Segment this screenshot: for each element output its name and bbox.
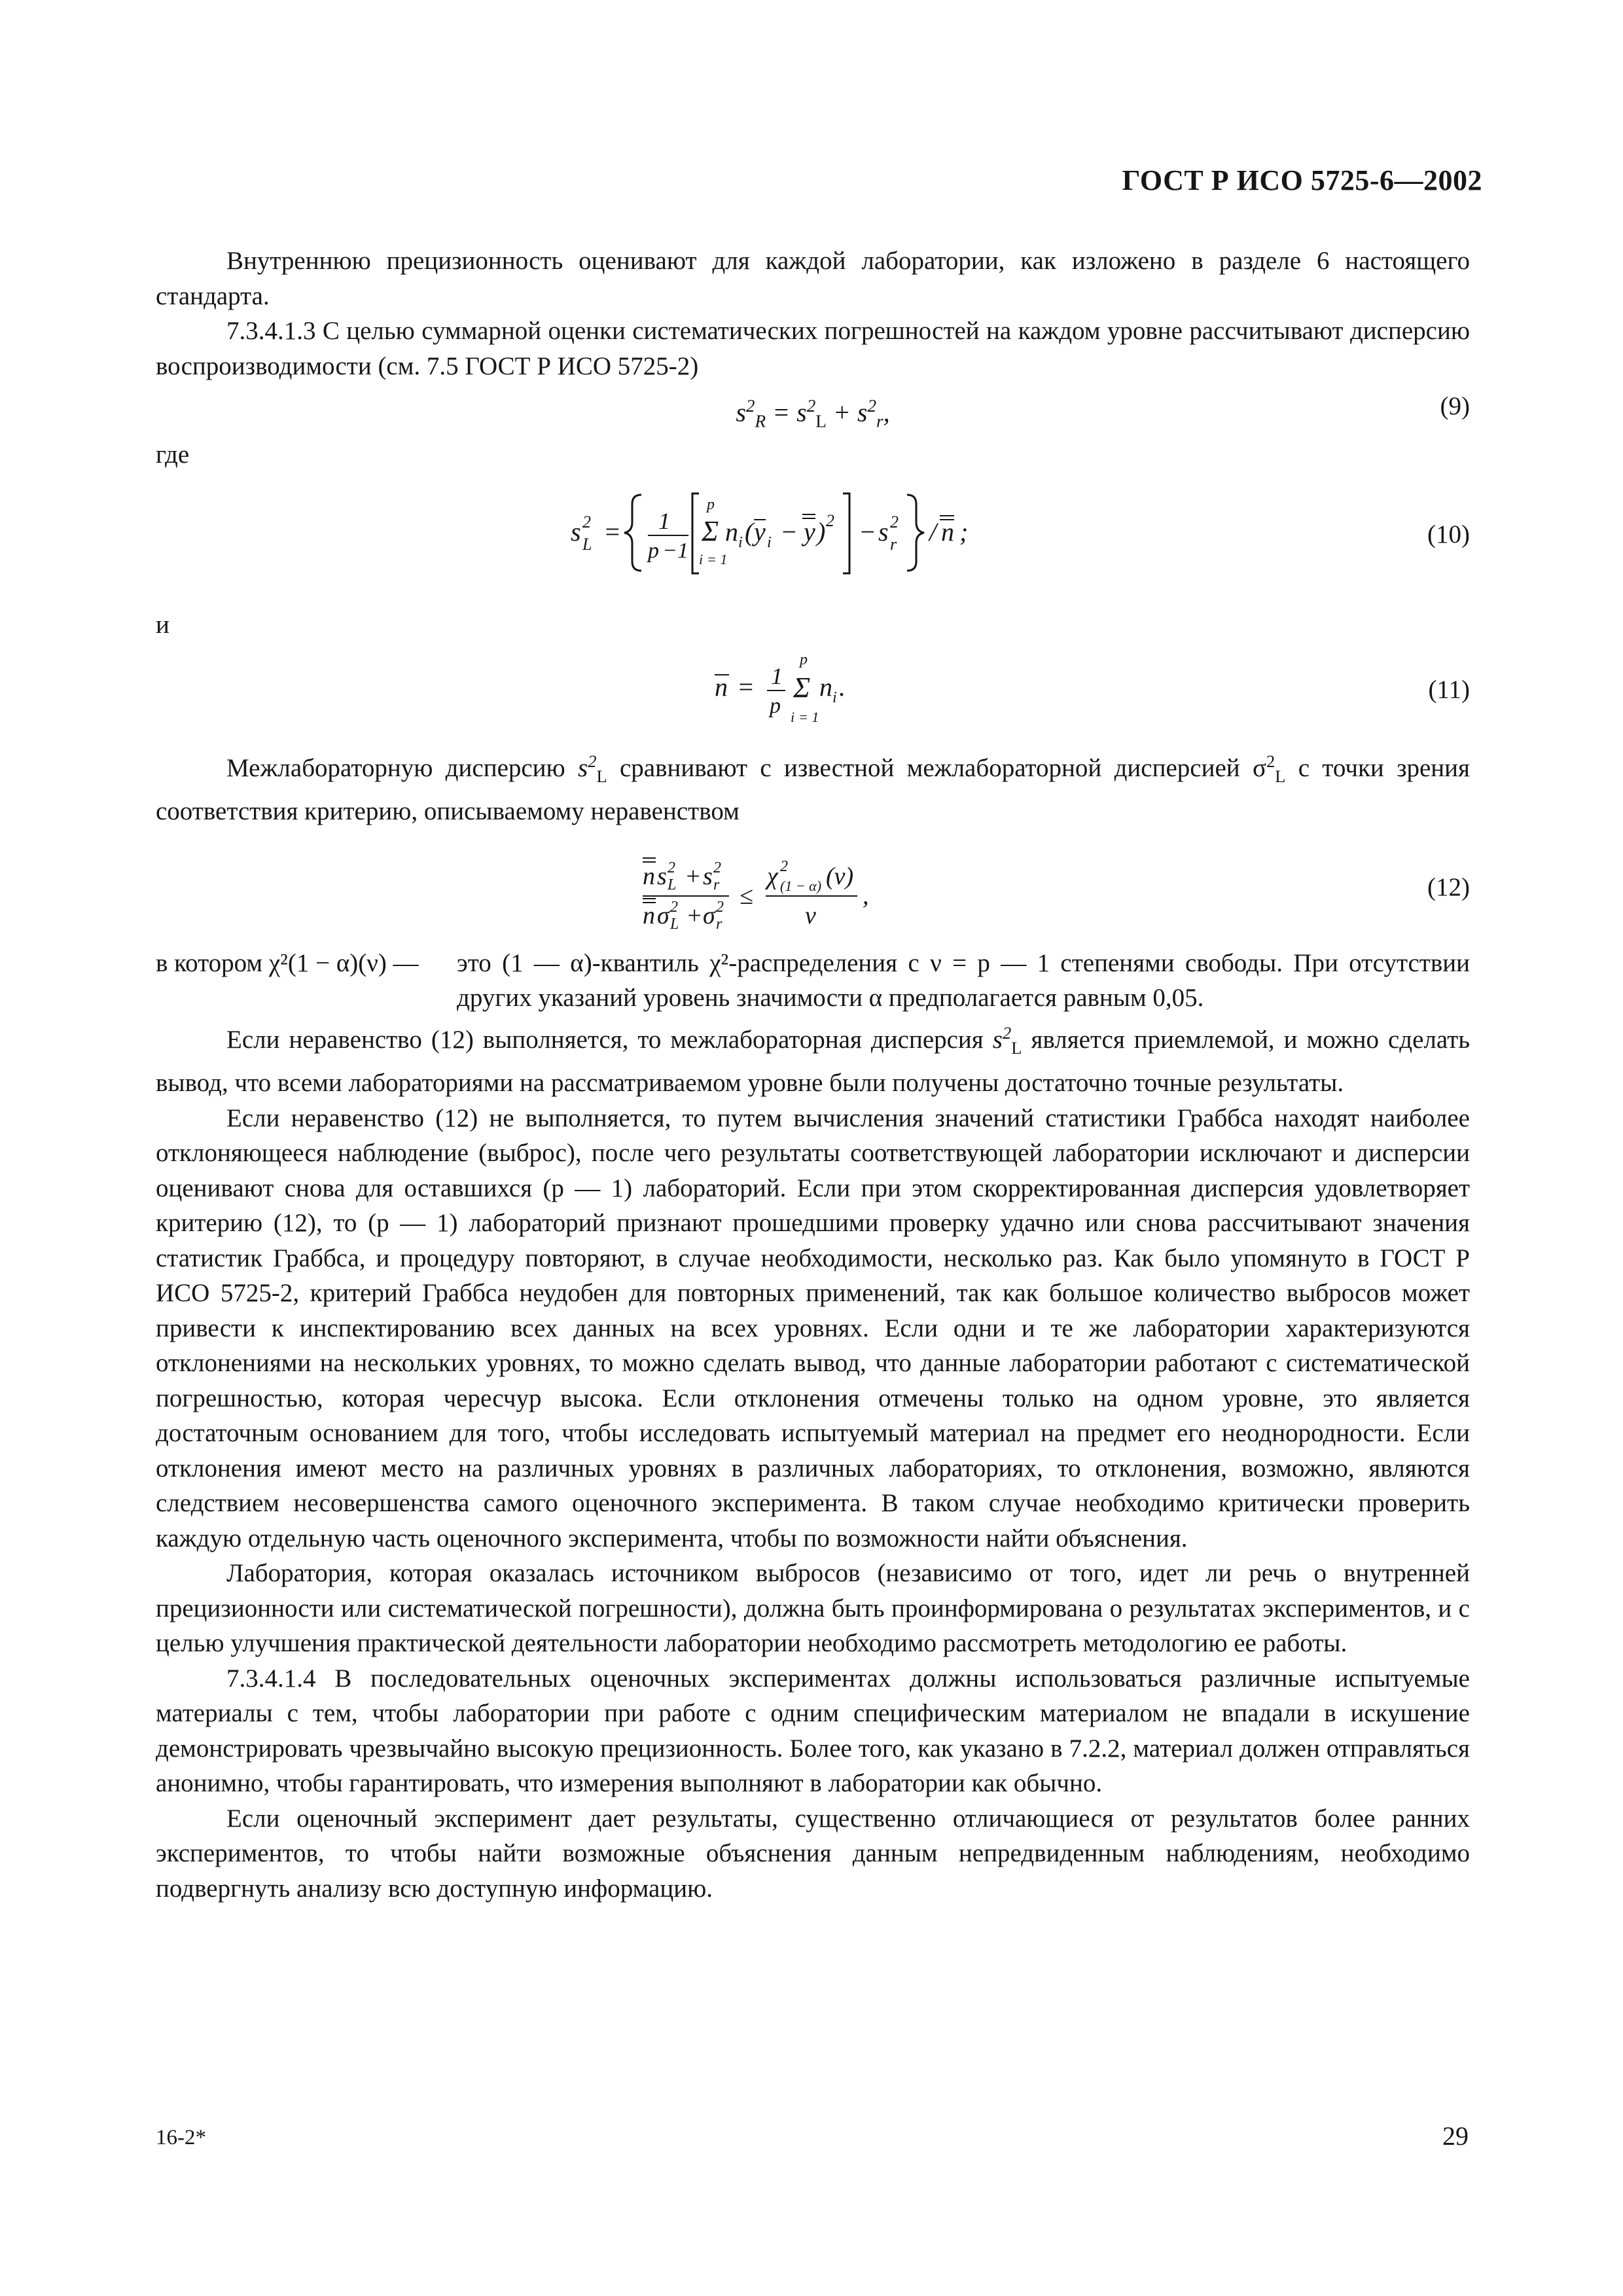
svg-text:.: . <box>839 672 846 702</box>
svg-text:i: i <box>699 550 704 567</box>
svg-text:p: p <box>707 495 715 513</box>
formula-10-number: (10) <box>1427 520 1470 548</box>
paragraph-outlier-lab: Лаборатория, которая оказалась источником выбросов (независимо от того, идет ли речь о внутренней прецизионности или систематической погрешности), должна быть проинформирована о результатах экспериментов, и с целью улучшения практической деятельности лаборатории необходимо рассмотреть методологию ее работы. <box>156 1559 1470 1658</box>
formula-11-number: (11) <box>1428 675 1470 704</box>
svg-text:L: L <box>668 876 677 893</box>
page-number: 29 <box>1442 2121 1469 2151</box>
svg-text:i: i <box>767 533 772 551</box>
svg-text:(: ( <box>745 516 754 547</box>
svg-text:y: y <box>754 516 766 547</box>
svg-text:r: r <box>713 876 720 893</box>
svg-text:s: s <box>657 862 667 890</box>
svg-text:s: s <box>878 516 889 547</box>
svg-text:L: L <box>582 534 592 554</box>
svg-text:n: n <box>941 516 954 547</box>
svg-text:−: − <box>780 516 798 547</box>
svg-text:=: = <box>603 516 621 547</box>
svg-text:Σ: Σ <box>793 672 811 704</box>
formula-11 <box>156 646 1470 744</box>
svg-text:=: = <box>737 672 755 702</box>
svg-text:i: i <box>832 689 837 706</box>
svg-text:2: 2 <box>716 898 724 916</box>
paragraph-7-3-4-1-3: 7.3.4.1.3 С целью суммарной оценки систематических погрешностей на каждом уровне рассчитывают дисперсию воспроизводимости (см. 7.5 ГОСТ Р ИСО 5725-2) <box>156 317 1470 380</box>
svg-text:p: p <box>648 538 659 563</box>
formula-10-expression <box>564 495 1061 631</box>
svg-text:s: s <box>703 862 713 890</box>
footer-signature: 16-2* <box>156 2126 206 2149</box>
formula-12-svg <box>643 848 983 939</box>
formula-12 <box>156 848 1470 946</box>
svg-text:2: 2 <box>890 512 899 531</box>
and-label: и <box>156 610 169 639</box>
svg-text:ν: ν <box>805 901 816 929</box>
svg-text:r: r <box>716 915 722 933</box>
svg-text:−: − <box>859 516 876 547</box>
svg-text:= 1: = 1 <box>707 550 728 567</box>
svg-text:(ν): (ν) <box>826 862 854 890</box>
svg-text:2: 2 <box>780 857 788 875</box>
svg-text:n: n <box>819 672 832 702</box>
symbol-sigmaL2: $\sigma^2_L$ <box>1252 751 1286 786</box>
svg-text:y: y <box>804 516 815 547</box>
svg-text:Σ: Σ <box>702 514 719 547</box>
paragraph-inequality-holds <box>156 1016 1470 1101</box>
symbol-sL2-b: $s^2_L$ <box>992 1022 1022 1058</box>
paragraph-grubbs: Если неравенство (12) не выполняется, то путем вычисления значений статистики Граббса находят наиболее отклоняющееся наблюдение (выброс), после чего результаты соответствующей лаборатории исключают и дисперсии оценивают снова для оставшихся (p — 1) лабораторий. Если при этом скорректированная дисперсия удовлетворяет критерию (12), то (p — 1) лабораторий признают прошедшими проверку удачно или снова рассчитывают значения статистик Граббса, и процедуру повторяют, в случае необходимости, несколько раз. Как было упомянуто в ГОСТ Р ИСО 5725-2, критерий Граббса неудобен для повторных применений, так как большое количество выбросов может привести к инспектированию всех данных на всех уровнях. Если одни и те же лаборатории характеризуются отклонениями на нескольких уровнях, то можно сделать вывод, что данные лаборатории работают с систематической погрешностью, которая чересчур высока. Если отклонения отмечены только на одном уровне, это является достаточным основанием для того, чтобы исследовать испытуемый материал на предмет его неоднородности. Если отклонения имеют место на различных уровнях в различных лабораториях, то отклонения, возможно, являются следствием несовершенства самого оценочного эксперимента. В таком случае необходимо критически проверить каждую отдельную часть оценочного эксперимента, чтобы по возможности найти объяснения. <box>156 1103 1470 1552</box>
svg-text:i: i <box>738 533 743 551</box>
paragraph-holds-part-a: Если неравенство (12) выполняется, то межлабораторная дисперсия <box>226 1025 984 1054</box>
paragraph-7-3-4-1-4: 7.3.4.1.4 В последовательных оценочных экспериментах должны использоваться различные испытуемые материалы с тем, чтобы лаборатории при работе с одним специфическим материалом не впадали в искушение демонстрировать чрезвычайно высокую прецизионность. Более того, как указано в 7.2.2, материал должен отправляться анонимно, чтобы гарантировать, что измерения выполняют в лаборатории как обычно. <box>156 1664 1470 1798</box>
paragraph-interlab-part-a: Межлабораторную дисперсию <box>226 754 565 782</box>
document-header: ГОСТ Р ИСО 5725-6—2002 <box>1122 164 1482 196</box>
svg-text:n: n <box>643 862 655 890</box>
document-body <box>156 243 1470 1906</box>
svg-text:p: p <box>800 651 808 668</box>
formula-9-number: (9) <box>1440 392 1470 420</box>
formula-12-expression <box>643 857 983 971</box>
svg-text:+: + <box>686 901 703 929</box>
paragraph-differing-results: Если оценочный эксперимент дает результаты, существенно отличающиеся от результатов более ранних экспериментов, то чтобы найти возможные объяснения данным непредвиденным наблюдениям, необходимо подвергнуть анализу всю доступную информацию. <box>156 1804 1470 1903</box>
svg-text:2: 2 <box>582 512 591 531</box>
formula-9 <box>156 389 1470 437</box>
svg-text:−1: −1 <box>662 538 688 563</box>
svg-text:i: i <box>791 709 795 725</box>
svg-text:2: 2 <box>826 511 834 530</box>
definition-term: в котором χ²(1 − α)(ν) — <box>156 948 419 977</box>
formula-10 <box>156 476 1470 607</box>
svg-text:χ: χ <box>767 862 778 890</box>
formula-11-svg <box>715 646 911 731</box>
svg-text:1: 1 <box>658 507 670 534</box>
svg-text:p: p <box>770 694 781 718</box>
svg-text:;: ; <box>959 516 969 547</box>
svg-text:σ: σ <box>703 901 715 929</box>
formula-10-svg <box>571 480 1068 585</box>
paragraph-holds-part-b: является приемлемой, и можно сделать вывод, что всеми лабораториями на рассматриваемом уровне были получены достаточно точные результаты. <box>156 1025 1471 1098</box>
where-label: где <box>156 440 190 469</box>
svg-text:/: / <box>929 516 937 547</box>
svg-text:σ: σ <box>657 901 669 929</box>
svg-text:r: r <box>890 534 897 554</box>
svg-text:n: n <box>643 901 655 929</box>
svg-text:2: 2 <box>713 859 721 876</box>
svg-text:1: 1 <box>771 663 783 689</box>
svg-text:,: , <box>863 882 869 910</box>
definition-body: это (1 — α)-квантиль χ²-распределения с ν = p — 1 степенями свободы. При отсутствии других указаний уровень значимости α предполагается равным 0,05. <box>457 948 1470 1013</box>
formula-12-number: (12) <box>1427 872 1470 901</box>
formula-9-expression: $s^2_R = s^2_L + s^2_r$, <box>736 396 890 431</box>
paragraph-interlab-part-b: сравнивают с известной межлабораторной дисперсией <box>619 754 1240 782</box>
paragraph-internal-precision: Внутреннюю прецизионность оценивают для каждой лаборатории, как изложено в разделе 6 настоящего стандарта. <box>156 247 1470 310</box>
svg-text:): ) <box>817 516 826 547</box>
svg-text:(1 − α): (1 − α) <box>780 877 822 894</box>
svg-text:= 1: = 1 <box>798 709 819 725</box>
svg-text:≤: ≤ <box>740 882 753 910</box>
svg-text:n: n <box>725 516 738 547</box>
formula-11-expression <box>715 651 911 766</box>
svg-text:n: n <box>715 672 728 702</box>
symbol-sL2: $s^2_L$ <box>578 751 607 786</box>
svg-text:s: s <box>571 516 581 547</box>
paragraph-interlab-part-c: с точки зрения соответствия критерию, описываемому неравенством <box>156 754 1470 826</box>
svg-text:+: + <box>685 862 702 890</box>
svg-text:2: 2 <box>670 898 678 916</box>
svg-text:L: L <box>670 915 679 933</box>
svg-text:2: 2 <box>668 859 675 876</box>
